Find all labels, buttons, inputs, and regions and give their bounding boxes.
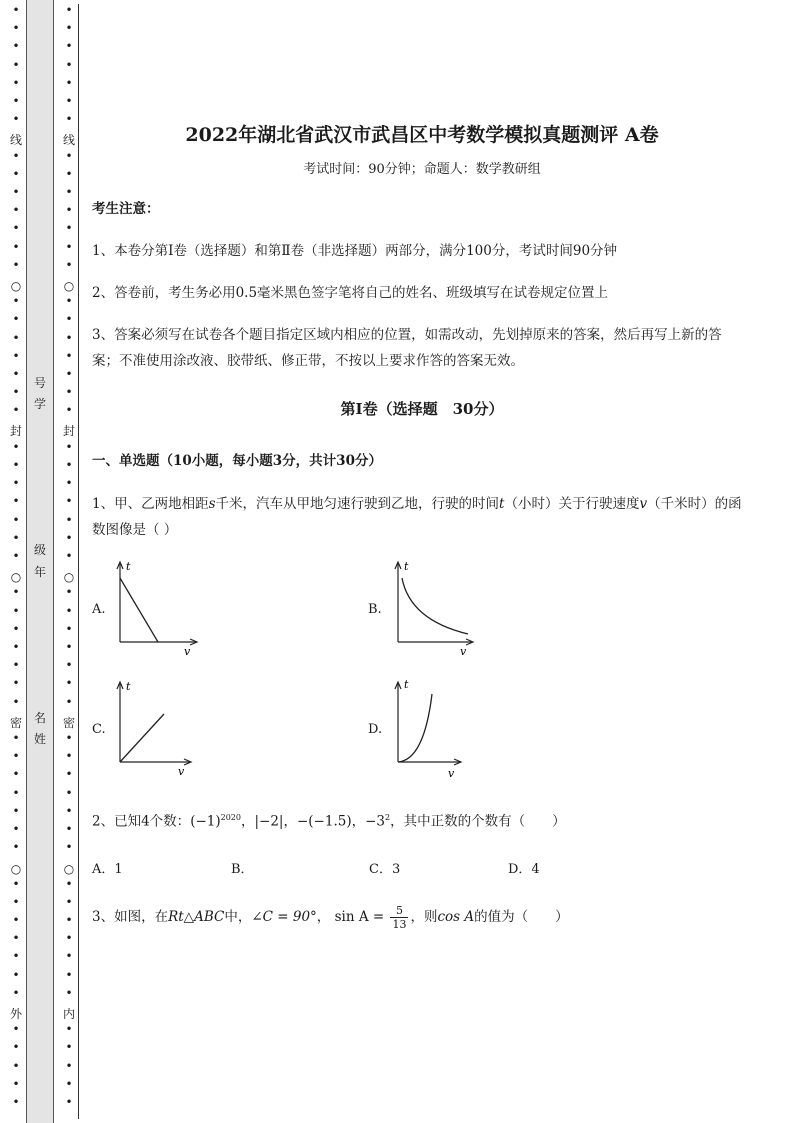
seal-dot: • <box>65 985 73 1000</box>
svg-text:v: v <box>184 645 191 656</box>
seal-dot: • <box>65 39 73 54</box>
seal-dot: • <box>12 75 20 90</box>
seal-dot: • <box>12 439 20 454</box>
strip-label: 年 <box>33 565 46 579</box>
seal-dot: • <box>65 785 73 800</box>
strip-label: 姓 <box>33 732 46 746</box>
inner-seal-label: ○ <box>63 279 75 293</box>
seal-dot: • <box>65 913 73 927</box>
inner-seal-label: 内 <box>62 1007 75 1021</box>
seal-dot: • <box>65 21 73 36</box>
seal-dot: • <box>12 257 20 272</box>
seal-dot: • <box>65 803 73 818</box>
notice-heading: 考生注意： <box>92 201 160 217</box>
seal-dot: • <box>12 185 20 199</box>
seal-dot: • <box>65 822 73 836</box>
seal-dot: • <box>65 476 73 491</box>
binding-margin <box>0 0 82 1123</box>
seal-dot: • <box>65 549 73 563</box>
notice-item: 2、答卷前，考生务必用0.5毫米黑色签字笔将自己的姓名、班级填写在试卷规定位置上 <box>92 285 609 301</box>
seal-dot: • <box>12 803 20 818</box>
outer-seal-label: ○ <box>10 570 22 584</box>
seal-dot: • <box>65 75 73 90</box>
seal-dot: • <box>12 148 20 163</box>
seal-dot: • <box>12 894 20 909</box>
seal-dot: • <box>65 876 73 891</box>
exam-subtitle: 考试时间：90分钟；命题人：数学教研组 <box>303 162 541 177</box>
seal-dot: • <box>65 949 73 964</box>
student-info-strip <box>26 0 54 1123</box>
seal-dot: • <box>12 57 20 72</box>
seal-dot: • <box>12 21 20 36</box>
seal-dot: • <box>12 512 20 527</box>
seal-dot: • <box>65 931 73 946</box>
seal-dot: • <box>12 3 20 17</box>
seal-dot: • <box>65 330 73 345</box>
seal-dot: • <box>12 876 20 891</box>
seal-dot: • <box>65 767 73 782</box>
seal-dot: • <box>12 731 20 745</box>
seal-dot: • <box>65 585 73 600</box>
seal-dot: • <box>12 840 20 855</box>
svg-text:v: v <box>460 645 467 656</box>
seal-dot: • <box>12 203 20 218</box>
seal-dot: • <box>65 640 73 654</box>
seal-dot: • <box>12 294 20 309</box>
inner-seal-label: ○ <box>63 570 75 584</box>
seal-dot: • <box>12 1022 20 1037</box>
seal-dot: • <box>12 549 20 563</box>
seal-dot: • <box>65 967 73 982</box>
seal-dot: • <box>65 239 73 254</box>
outer-seal-label: ○ <box>10 862 22 876</box>
notice-item: 1、本卷分第I卷（选择题）和第Ⅱ卷（非选择题）两部分，满分100分，考试时间90分钟 <box>92 243 618 259</box>
q2-choice-c[interactable]: C．3 <box>369 862 401 877</box>
seal-dot: • <box>12 348 20 363</box>
question-1-text: 1、甲、乙两地相距s千米，汽车从甲地匀速行驶到乙地，行驶的时间t（小时）关于行驶速度v（千米时）的函数图像是（ ） <box>92 496 742 538</box>
option-d-graph <box>388 676 488 780</box>
seal-dot: • <box>12 1095 20 1109</box>
seal-dot: • <box>65 439 73 454</box>
seal-dot: • <box>12 967 20 982</box>
option-c-graph <box>110 676 220 776</box>
svg-text:v: v <box>448 767 455 780</box>
inner-seal-label: 线 <box>62 133 75 147</box>
seal-dot: • <box>65 603 73 618</box>
seal-dot: • <box>12 1040 20 1055</box>
seal-dot: • <box>65 294 73 309</box>
q2-choice-a[interactable]: A．1 <box>92 862 123 877</box>
seal-dot: • <box>12 658 20 673</box>
inner-seal-column <box>60 0 78 1123</box>
seal-dot: • <box>12 1076 20 1091</box>
inner-seal-label: 封 <box>62 424 75 438</box>
seal-dot: • <box>65 840 73 855</box>
seal-dot: • <box>65 348 73 363</box>
seal-dot: • <box>12 676 20 691</box>
option-c-label[interactable]: C. <box>92 722 106 737</box>
seal-dot: • <box>12 221 20 236</box>
option-d-label[interactable]: D. <box>368 722 383 737</box>
seal-dot: • <box>65 148 73 163</box>
outer-seal-label: 封 <box>9 424 22 438</box>
strip-label: 级 <box>33 543 46 557</box>
seal-dot: • <box>12 1058 20 1073</box>
seal-dot: • <box>65 731 73 745</box>
option-a-label[interactable]: A. <box>92 602 106 617</box>
seal-dot: • <box>12 749 20 764</box>
outer-seal-label: ○ <box>10 279 22 293</box>
seal-dot: • <box>12 403 20 418</box>
seal-dot: • <box>12 385 20 400</box>
part-title: 一、单选题（10小题，每小题3分，共计30分） <box>92 453 382 469</box>
seal-dot: • <box>65 1095 73 1109</box>
margin-border-line <box>78 4 79 1119</box>
seal-dot: • <box>65 512 73 527</box>
seal-dot: • <box>12 367 20 381</box>
seal-dot: • <box>65 312 73 327</box>
seal-dot: • <box>12 640 20 654</box>
seal-dot: • <box>12 603 20 618</box>
seal-dot: • <box>65 621 73 636</box>
seal-dot: • <box>65 185 73 199</box>
seal-dot: • <box>65 203 73 218</box>
seal-dot: • <box>65 1022 73 1037</box>
seal-dot: • <box>12 458 20 472</box>
seal-dot: • <box>12 39 20 54</box>
seal-dot: • <box>12 585 20 600</box>
svg-text:t: t <box>404 560 409 573</box>
outer-seal-label: 外 <box>9 1007 22 1021</box>
seal-dot: • <box>12 985 20 1000</box>
seal-dot: • <box>65 385 73 400</box>
svg-text:t: t <box>126 560 131 573</box>
fraction-5-13: $\frac{5}{13}$ <box>392 904 407 931</box>
outer-seal-label: 线 <box>9 133 22 147</box>
seal-dot: • <box>65 112 73 127</box>
seal-dot: • <box>12 330 20 345</box>
seal-dot: • <box>12 767 20 782</box>
seal-dot: • <box>12 312 20 327</box>
seal-dot: • <box>65 658 73 673</box>
seal-dot: • <box>65 257 73 272</box>
seal-dot: • <box>65 530 73 545</box>
seal-dot: • <box>12 494 20 509</box>
seal-dot: • <box>65 676 73 691</box>
section-title: 第I卷（选择题 30分） <box>340 400 504 418</box>
seal-dot: • <box>12 94 20 108</box>
question-3-text: 3、如图，在Rt△ABC中，∠C = 90°， sin A = $\frac{5}{13}$ ，则cos A的值为（ ） <box>92 904 569 931</box>
seal-dot: • <box>65 1076 73 1091</box>
strip-label: 名 <box>33 711 46 725</box>
seal-dot: • <box>12 694 20 709</box>
inner-seal-label: 密 <box>62 716 75 730</box>
option-b-label[interactable]: B. <box>368 602 382 617</box>
seal-dot: • <box>65 3 73 17</box>
strip-label: 学 <box>33 397 46 411</box>
seal-dot: • <box>65 694 73 709</box>
seal-dot: • <box>65 403 73 418</box>
seal-dot: • <box>65 749 73 764</box>
seal-dot: • <box>12 621 20 636</box>
seal-dot: • <box>12 822 20 836</box>
option-b-graph <box>388 556 488 656</box>
seal-dot: • <box>12 476 20 491</box>
seal-dot: • <box>12 112 20 127</box>
page-title: 2022年湖北省武汉市武昌区中考数学模拟真题测评 A卷 <box>185 124 659 146</box>
q2-choice-b[interactable]: B． <box>231 862 254 877</box>
notice-item: 3、答案必须写在试卷各个题目指定区域内相应的位置，如需改动，先划掉原来的答案，然后再写上新的答案；不准使用涂改液、胶带纸、修正带，不按以上要求作答的答案无效。 <box>92 327 722 369</box>
seal-dot: • <box>12 913 20 927</box>
seal-dot: • <box>65 1040 73 1055</box>
seal-dot: • <box>12 931 20 946</box>
svg-text:v: v <box>178 765 185 776</box>
question-2-text: 2、已知4个数：$(-1)^{2020}$，|−2|，−(−1.5)，$-3^2$，其中正数的个数有（ ） <box>92 813 566 830</box>
outer-seal-label: 密 <box>9 716 22 730</box>
outer-seal-column <box>7 0 25 1123</box>
seal-dot: • <box>12 785 20 800</box>
seal-dot: • <box>65 221 73 236</box>
svg-text:t: t <box>126 680 131 693</box>
inner-seal-label: ○ <box>63 862 75 876</box>
seal-dot: • <box>65 494 73 509</box>
seal-dot: • <box>12 166 20 181</box>
strip-label: 号 <box>33 376 46 390</box>
seal-dot: • <box>12 949 20 964</box>
seal-dot: • <box>65 166 73 181</box>
seal-dot: • <box>12 530 20 545</box>
svg-text:t: t <box>404 678 409 691</box>
q2-choice-d[interactable]: D．4 <box>508 862 540 877</box>
seal-dot: • <box>65 1058 73 1073</box>
seal-dot: • <box>65 367 73 381</box>
seal-dot: • <box>65 94 73 108</box>
option-a-graph <box>110 556 220 656</box>
seal-dot: • <box>65 57 73 72</box>
seal-dot: • <box>12 239 20 254</box>
seal-dot: • <box>65 894 73 909</box>
seal-dot: • <box>65 458 73 472</box>
